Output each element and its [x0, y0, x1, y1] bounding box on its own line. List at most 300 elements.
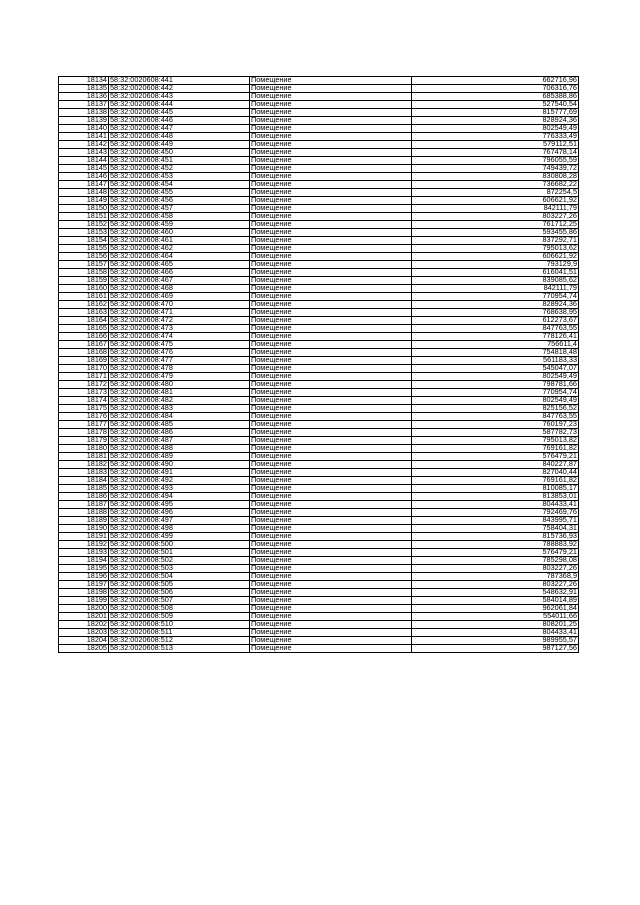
- cadastral-value: 787368,9: [412, 573, 579, 581]
- cadastral-number: 58:32:0020608:444: [109, 101, 250, 109]
- cadastral-value: 736682,22: [412, 181, 579, 189]
- object-type: Помещение: [250, 285, 412, 293]
- cadastral-number: 58:32:0020608:500: [109, 541, 250, 549]
- table-row: [59, 173, 579, 181]
- object-type: Помещение: [250, 397, 412, 405]
- table-body: [59, 77, 579, 653]
- row-number: 18195: [59, 565, 109, 573]
- cadastral-value: 839085,62: [412, 277, 579, 285]
- cadastral-number: 58:32:0020608:475: [109, 341, 250, 349]
- table-row: [59, 317, 579, 325]
- cadastral-number: 58:32:0020608:460: [109, 229, 250, 237]
- cadastral-value: 584014,89: [412, 597, 579, 605]
- row-number: 18154: [59, 237, 109, 245]
- table-row: [59, 253, 579, 261]
- cadastral-number: 58:32:0020608:482: [109, 397, 250, 405]
- cadastral-number: 58:32:0020608:499: [109, 533, 250, 541]
- row-number: 18161: [59, 293, 109, 301]
- cadastral-number: 58:32:0020608:490: [109, 461, 250, 469]
- row-number: 18190: [59, 525, 109, 533]
- table-row: [59, 541, 579, 549]
- object-type: Помещение: [250, 109, 412, 117]
- object-type: Помещение: [250, 493, 412, 501]
- object-type: Помещение: [250, 405, 412, 413]
- cadastral-value: 842111,79: [412, 285, 579, 293]
- object-type: Помещение: [250, 309, 412, 317]
- object-type: Помещение: [250, 341, 412, 349]
- cadastral-value: 593455,86: [412, 229, 579, 237]
- cadastral-value: 813853,01: [412, 493, 579, 501]
- row-number: 18199: [59, 597, 109, 605]
- row-number: 18151: [59, 213, 109, 221]
- table-row: [59, 197, 579, 205]
- row-number: 18136: [59, 93, 109, 101]
- cadastral-number: 58:32:0020608:468: [109, 285, 250, 293]
- row-number: 18182: [59, 461, 109, 469]
- cadastral-value: 802549,49: [412, 397, 579, 405]
- row-number: 18170: [59, 365, 109, 373]
- cadastral-value: 758404,31: [412, 525, 579, 533]
- table-row: [59, 93, 579, 101]
- table-row: [59, 373, 579, 381]
- table-row: [59, 637, 579, 645]
- object-type: Помещение: [250, 517, 412, 525]
- cadastral-number: 58:32:0020608:496: [109, 509, 250, 517]
- table-row: [59, 405, 579, 413]
- cadastral-value: 756611,4: [412, 341, 579, 349]
- object-type: Помещение: [250, 77, 412, 85]
- table-row: [59, 109, 579, 117]
- cadastral-value: 769161,82: [412, 477, 579, 485]
- object-type: Помещение: [250, 93, 412, 101]
- table-row: [59, 141, 579, 149]
- cadastral-value: 767478,14: [412, 149, 579, 157]
- row-number: 18160: [59, 285, 109, 293]
- cadastral-number: 58:32:0020608:453: [109, 173, 250, 181]
- row-number: 18181: [59, 453, 109, 461]
- object-type: Помещение: [250, 485, 412, 493]
- cadastral-number: 58:32:0020608:445: [109, 109, 250, 117]
- table-row: [59, 309, 579, 317]
- object-type: Помещение: [250, 525, 412, 533]
- table-row: [59, 101, 579, 109]
- table-row: [59, 557, 579, 565]
- row-number: 18196: [59, 573, 109, 581]
- cadastral-number: 58:32:0020608:456: [109, 197, 250, 205]
- table-row: [59, 77, 579, 85]
- row-number: 18172: [59, 381, 109, 389]
- cadastral-number: 58:32:0020608:512: [109, 637, 250, 645]
- cadastral-number: 58:32:0020608:462: [109, 245, 250, 253]
- row-number: 18157: [59, 261, 109, 269]
- cadastral-number: 58:32:0020608:455: [109, 189, 250, 197]
- cadastral-value: 989955,57: [412, 637, 579, 645]
- table-row: [59, 469, 579, 477]
- table-row: [59, 85, 579, 93]
- table-row: [59, 413, 579, 421]
- row-number: 18177: [59, 421, 109, 429]
- object-type: Помещение: [250, 325, 412, 333]
- cadastral-number: 58:32:0020608:465: [109, 261, 250, 269]
- object-type: Помещение: [250, 125, 412, 133]
- table-row: [59, 517, 579, 525]
- cadastral-number: 58:32:0020608:459: [109, 221, 250, 229]
- row-number: 18159: [59, 277, 109, 285]
- cadastral-value: 795013,82: [412, 437, 579, 445]
- cadastral-value: 778126,41: [412, 333, 579, 341]
- table-row: [59, 333, 579, 341]
- cadastral-value: 606621,92: [412, 253, 579, 261]
- table-row: [59, 245, 579, 253]
- row-number: 18198: [59, 589, 109, 597]
- object-type: Помещение: [250, 621, 412, 629]
- cadastral-value: 847763,55: [412, 325, 579, 333]
- object-type: Помещение: [250, 437, 412, 445]
- cadastral-value: 579112,51: [412, 141, 579, 149]
- table-row: [59, 501, 579, 509]
- row-number: 18171: [59, 373, 109, 381]
- table-row: [59, 277, 579, 285]
- row-number: 18148: [59, 189, 109, 197]
- row-number: 18176: [59, 413, 109, 421]
- cadastral-number: 58:32:0020608:493: [109, 485, 250, 493]
- object-type: Помещение: [250, 365, 412, 373]
- row-number: 18164: [59, 317, 109, 325]
- row-number: 18134: [59, 77, 109, 85]
- cadastral-number: 58:32:0020608:454: [109, 181, 250, 189]
- row-number: 18140: [59, 125, 109, 133]
- table-row: [59, 341, 579, 349]
- table-row: [59, 381, 579, 389]
- cadastral-number: 58:32:0020608:488: [109, 445, 250, 453]
- cadastral-value: 606621,92: [412, 197, 579, 205]
- cadastral-number: 58:32:0020608:503: [109, 565, 250, 573]
- table-row: [59, 525, 579, 533]
- cadastral-number: 58:32:0020608:476: [109, 349, 250, 357]
- row-number: 18185: [59, 485, 109, 493]
- cadastral-value: 662716,96: [412, 77, 579, 85]
- row-number: 18156: [59, 253, 109, 261]
- cadastral-value: 798781,66: [412, 381, 579, 389]
- table-row: [59, 229, 579, 237]
- object-type: Помещение: [250, 301, 412, 309]
- cadastral-value: 761712,25: [412, 221, 579, 229]
- cadastral-value: 803227,26: [412, 213, 579, 221]
- object-type: Помещение: [250, 357, 412, 365]
- cadastral-number: 58:32:0020608:489: [109, 453, 250, 461]
- table-row: [59, 125, 579, 133]
- row-number: 18168: [59, 349, 109, 357]
- object-type: Помещение: [250, 565, 412, 573]
- table-row: [59, 157, 579, 165]
- object-type: Помещение: [250, 237, 412, 245]
- object-type: Помещение: [250, 221, 412, 229]
- object-type: Помещение: [250, 253, 412, 261]
- row-number: 18135: [59, 85, 109, 93]
- cadastral-number: 58:32:0020608:450: [109, 149, 250, 157]
- object-type: Помещение: [250, 349, 412, 357]
- cadastral-number: 58:32:0020608:472: [109, 317, 250, 325]
- table-row: [59, 301, 579, 309]
- table-row: [59, 581, 579, 589]
- table-row: [59, 261, 579, 269]
- table-row: [59, 461, 579, 469]
- cadastral-value: 554011,66: [412, 613, 579, 621]
- object-type: Помещение: [250, 533, 412, 541]
- row-number: 18180: [59, 445, 109, 453]
- row-number: 18163: [59, 309, 109, 317]
- row-number: 18189: [59, 517, 109, 525]
- row-number: 18193: [59, 549, 109, 557]
- object-type: Помещение: [250, 477, 412, 485]
- row-number: 18165: [59, 325, 109, 333]
- row-number: 18191: [59, 533, 109, 541]
- cadastral-value: 770954,74: [412, 389, 579, 397]
- object-type: Помещение: [250, 589, 412, 597]
- cadastral-value-table: [58, 76, 579, 653]
- object-type: Помещение: [250, 549, 412, 557]
- table-row: [59, 493, 579, 501]
- cadastral-value: 847763,55: [412, 413, 579, 421]
- cadastral-value: 830808,28: [412, 173, 579, 181]
- cadastral-number: 58:32:0020608:484: [109, 413, 250, 421]
- table-row: [59, 221, 579, 229]
- row-number: 18203: [59, 629, 109, 637]
- table-row: [59, 237, 579, 245]
- object-type: Помещение: [250, 637, 412, 645]
- table-row: [59, 573, 579, 581]
- object-type: Помещение: [250, 277, 412, 285]
- cadastral-number: 58:32:0020608:509: [109, 613, 250, 621]
- row-number: 18174: [59, 397, 109, 405]
- cadastral-number: 58:32:0020608:446: [109, 117, 250, 125]
- table-row: [59, 285, 579, 293]
- row-number: 18153: [59, 229, 109, 237]
- cadastral-value: 760197,23: [412, 421, 579, 429]
- cadastral-number: 58:32:0020608:458: [109, 213, 250, 221]
- cadastral-number: 58:32:0020608:494: [109, 493, 250, 501]
- object-type: Помещение: [250, 381, 412, 389]
- object-type: Помещение: [250, 213, 412, 221]
- object-type: Помещение: [250, 429, 412, 437]
- row-number: 18162: [59, 301, 109, 309]
- table-row: [59, 349, 579, 357]
- table-row: [59, 365, 579, 373]
- table-row: [59, 389, 579, 397]
- object-type: Помещение: [250, 581, 412, 589]
- cadastral-number: 58:32:0020608:452: [109, 165, 250, 173]
- object-type: Помещение: [250, 317, 412, 325]
- row-number: 18187: [59, 501, 109, 509]
- object-type: Помещение: [250, 629, 412, 637]
- cadastral-value: 768638,95: [412, 309, 579, 317]
- object-type: Помещение: [250, 461, 412, 469]
- row-number: 18150: [59, 205, 109, 213]
- cadastral-value: 987127,56: [412, 645, 579, 653]
- table-row: [59, 597, 579, 605]
- cadastral-number: 58:32:0020608:481: [109, 389, 250, 397]
- table-row: [59, 165, 579, 173]
- table-row: [59, 205, 579, 213]
- cadastral-value: 576479,21: [412, 549, 579, 557]
- cadastral-value: 962061,84: [412, 605, 579, 613]
- cadastral-number: 58:32:0020608:466: [109, 269, 250, 277]
- cadastral-number: 58:32:0020608:479: [109, 373, 250, 381]
- cadastral-number: 58:32:0020608:507: [109, 597, 250, 605]
- table-row: [59, 213, 579, 221]
- table-row: [59, 549, 579, 557]
- table-row: [59, 181, 579, 189]
- row-number: 18186: [59, 493, 109, 501]
- cadastral-value: 828924,36: [412, 117, 579, 125]
- row-number: 18192: [59, 541, 109, 549]
- cadastral-value: 810085,17: [412, 485, 579, 493]
- cadastral-number: 58:32:0020608:480: [109, 381, 250, 389]
- cadastral-number: 58:32:0020608:467: [109, 277, 250, 285]
- cadastral-number: 58:32:0020608:513: [109, 645, 250, 653]
- table-row: [59, 445, 579, 453]
- row-number: 18142: [59, 141, 109, 149]
- cadastral-value: 769161,82: [412, 445, 579, 453]
- table-row: [59, 645, 579, 653]
- cadastral-value: 685388,86: [412, 93, 579, 101]
- cadastral-value: 837292,71: [412, 237, 579, 245]
- object-type: Помещение: [250, 173, 412, 181]
- cadastral-number: 58:32:0020608:448: [109, 133, 250, 141]
- cadastral-value: 576479,21: [412, 453, 579, 461]
- object-type: Помещение: [250, 509, 412, 517]
- cadastral-number: 58:32:0020608:449: [109, 141, 250, 149]
- object-type: Помещение: [250, 469, 412, 477]
- table-row: [59, 485, 579, 493]
- table-row: [59, 269, 579, 277]
- cadastral-value: 803227,26: [412, 565, 579, 573]
- cadastral-number: 58:32:0020608:506: [109, 589, 250, 597]
- cadastral-value: 785298,08: [412, 557, 579, 565]
- cadastral-value: 776333,49: [412, 133, 579, 141]
- cadastral-value: 527540,54: [412, 101, 579, 109]
- cadastral-value: 815736,93: [412, 533, 579, 541]
- cadastral-number: 58:32:0020608:473: [109, 325, 250, 333]
- cadastral-number: 58:32:0020608:491: [109, 469, 250, 477]
- table-row: [59, 629, 579, 637]
- cadastral-number: 58:32:0020608:510: [109, 621, 250, 629]
- row-number: 18138: [59, 109, 109, 117]
- cadastral-value: 706316,76: [412, 85, 579, 93]
- cadastral-number: 58:32:0020608:447: [109, 125, 250, 133]
- table-row: [59, 565, 579, 573]
- object-type: Помещение: [250, 85, 412, 93]
- object-type: Помещение: [250, 293, 412, 301]
- cadastral-number: 58:32:0020608:495: [109, 501, 250, 509]
- object-type: Помещение: [250, 189, 412, 197]
- row-number: 18200: [59, 605, 109, 613]
- cadastral-number: 58:32:0020608:457: [109, 205, 250, 213]
- cadastral-number: 58:32:0020608:469: [109, 293, 250, 301]
- cadastral-value: 843995,71: [412, 517, 579, 525]
- cadastral-number: 58:32:0020608:487: [109, 437, 250, 445]
- object-type: Помещение: [250, 165, 412, 173]
- cadastral-number: 58:32:0020608:471: [109, 309, 250, 317]
- cadastral-value: 815777,69: [412, 109, 579, 117]
- cadastral-value: 828924,36: [412, 301, 579, 309]
- object-type: Помещение: [250, 645, 412, 653]
- cadastral-number: 58:32:0020608:477: [109, 357, 250, 365]
- cadastral-value: 545047,07: [412, 365, 579, 373]
- table-row: [59, 133, 579, 141]
- cadastral-number: 58:32:0020608:486: [109, 429, 250, 437]
- cadastral-number: 58:32:0020608:470: [109, 301, 250, 309]
- cadastral-value: 749439,72: [412, 165, 579, 173]
- object-type: Помещение: [250, 613, 412, 621]
- table-row: [59, 509, 579, 517]
- cadastral-value: 754818,48: [412, 349, 579, 357]
- row-number: 18141: [59, 133, 109, 141]
- row-number: 18158: [59, 269, 109, 277]
- object-type: Помещение: [250, 205, 412, 213]
- cadastral-value: 802549,49: [412, 125, 579, 133]
- table-row: [59, 453, 579, 461]
- row-number: 18188: [59, 509, 109, 517]
- cadastral-number: 58:32:0020608:492: [109, 477, 250, 485]
- table-row: [59, 325, 579, 333]
- cadastral-value: 548632,91: [412, 589, 579, 597]
- object-type: Помещение: [250, 413, 412, 421]
- object-type: Помещение: [250, 245, 412, 253]
- table-row: [59, 621, 579, 629]
- cadastral-value: 587782,73: [412, 429, 579, 437]
- table-row: [59, 477, 579, 485]
- cadastral-value: 804433,41: [412, 501, 579, 509]
- cadastral-number: 58:32:0020608:451: [109, 157, 250, 165]
- cadastral-value: 840227,87: [412, 461, 579, 469]
- table-row: [59, 613, 579, 621]
- cadastral-value: 770954,74: [412, 293, 579, 301]
- cadastral-number: 58:32:0020608:504: [109, 573, 250, 581]
- table-row: [59, 605, 579, 613]
- cadastral-value: 612273,67: [412, 317, 579, 325]
- row-number: 18167: [59, 341, 109, 349]
- cadastral-number: 58:32:0020608:442: [109, 85, 250, 93]
- row-number: 18147: [59, 181, 109, 189]
- cadastral-value: 788883,92: [412, 541, 579, 549]
- object-type: Помещение: [250, 197, 412, 205]
- row-number: 18152: [59, 221, 109, 229]
- row-number: 18166: [59, 333, 109, 341]
- table-row: [59, 357, 579, 365]
- cadastral-value: 802549,49: [412, 373, 579, 381]
- cadastral-number: 58:32:0020608:474: [109, 333, 250, 341]
- cadastral-value: 795013,62: [412, 245, 579, 253]
- row-number: 18179: [59, 437, 109, 445]
- row-number: 18169: [59, 357, 109, 365]
- cadastral-value: 561183,33: [412, 357, 579, 365]
- table-row: [59, 397, 579, 405]
- object-type: Помещение: [250, 261, 412, 269]
- row-number: 18184: [59, 477, 109, 485]
- cadastral-value: 842111,79: [412, 205, 579, 213]
- object-type: Помещение: [250, 141, 412, 149]
- row-number: 18146: [59, 173, 109, 181]
- object-type: Помещение: [250, 445, 412, 453]
- cadastral-number: 58:32:0020608:443: [109, 93, 250, 101]
- cadastral-value: 872254,5: [412, 189, 579, 197]
- object-type: Помещение: [250, 541, 412, 549]
- cadastral-number: 58:32:0020608:441: [109, 77, 250, 85]
- cadastral-number: 58:32:0020608:501: [109, 549, 250, 557]
- cadastral-number: 58:32:0020608:478: [109, 365, 250, 373]
- object-type: Помещение: [250, 373, 412, 381]
